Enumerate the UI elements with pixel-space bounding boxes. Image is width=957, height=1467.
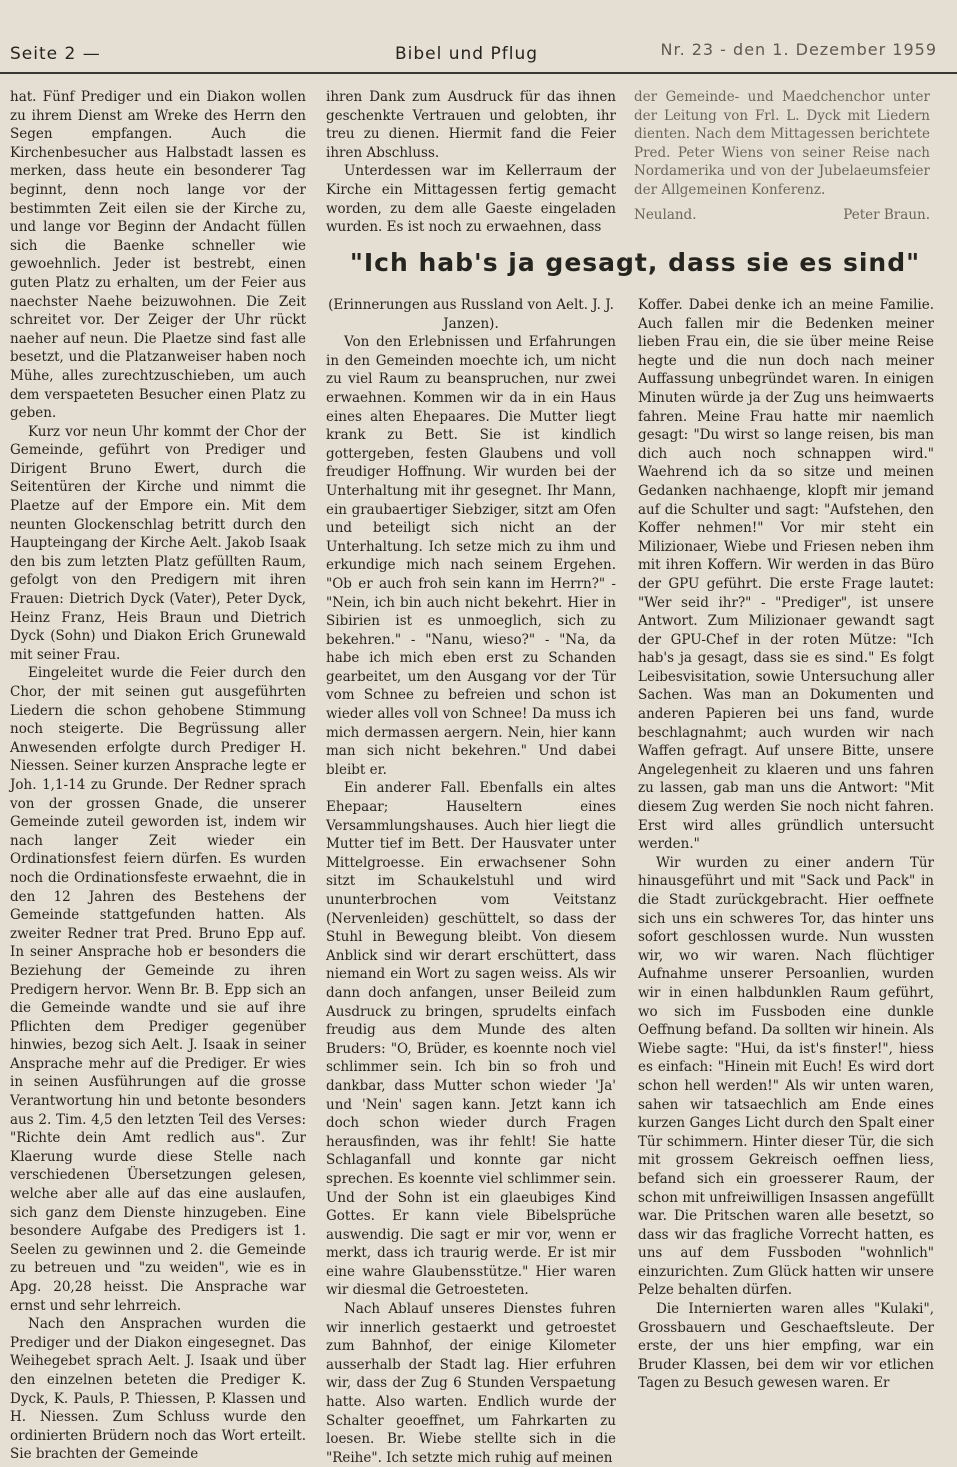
paragraph: Ein anderer Fall. Ebenfalls ein altes Ehepaar; Hauseltern eines Versammlungshauses. Auch hier liegt die Mutter tief im Bett. Der Hausvater unter Mittelgroesse. Ein erwachsener Sohn sitzt im Schaukelstuhl und wird ununterbrochen vom Veitstanz (Nervenleiden) geschüttelt, so dass der Stuhl in Bewegung bleibt. Von diesem Anblick sind wir derart erschüttert, dass niemand ein Wort zu sagen weiss. Als wir dann doch anfangen, unser Beileid zum Ausdruck zu bringen, sprudelts einfach freudig aus dem Munde des alten Bruders: "O, Brüder, es koennte noch viel schlimmer sein. Ich bin so froh und dankbar, dass Mutter schon wieder 'Ja' und 'Nein' sagen kann. Jetzt kann ich doch schon wieder durch Fragen herausfinden, was ihr fehlt! Sie hatte Schlaganfall und konnte gar nicht sprechen. Es koennte viel schlimmer sein. Und der Sohn ist ein glaeubiges Kind Gottes. Er kann viele Bibelsprüche auswendig. Die sagt er mir vor, wenn er merkt, dass ich traurig werde. Er ist mir eine wahre Glaubensstütze." Hier waren wir diesmal die Getroesteten. — [326, 780, 616, 1299]
article-column-right — [638, 296, 934, 1394]
publication-title: Bibel und Pflug — [395, 44, 539, 64]
article-subtitle: (Erinnerungen aus Russland von Aelt. J. J. Janzen). — [328, 297, 614, 332]
column-right-top — [634, 88, 930, 238]
column-middle-top — [326, 88, 616, 238]
place-name: Neuland. — [634, 206, 697, 223]
paragraph: Koffer. Dabei denke ich an meine Familie. Auch fallen mir die Bedenken meiner lieben Frau ein, die sie über meine Reise hegte und die nun doch nach meiner Auffassung unbegründet waren. In einigen Minuten würde ja der Zug uns heimwaerts fahren. Meine Frau hatte mir naemlich gesagt: "Du wirst so lange reisen, bis man dich auch noch schnappen wird." Waehrend ich da so sitze und meinen Gedanken nachhaenge, klopft mir jemand auf die Schulter und sagt: "Aufstehen, den Koffer nehmen!" Vor mir steht ein Milizionaer, Wiebe und Friesen neben ihm mit ihren Koffern. Wir werden in das Büro der GPU geführt. Die erste Frage lautet: "Wer seid ihr?" - "Prediger", ist unsere Antwort. Zum Milizionaer gewandt sagt der GPU-Chef in der roten Mütze: "Ich hab's ja gesagt, dass sie es sind." Es folgt Leibesvisitation, sowie Untersuchung aller Sachen. Was man an Dokumenten und anderen Papieren bei uns fand, wurde beschlagnahmt; auch wurden wir nach Waffen gefragt. Auf unsere Bitte, unsere Angelegenheit zu klaeren und uns fahren zu lassen, gab man uns die Antwort: "Mit diesem Zug werden Sie noch nicht fahren. Erst wird alles gründlich untersucht werden." — [638, 297, 934, 853]
paragraph: hat. Fünf Prediger und ein Diakon wollen zu ihrem Dienst am Wreke des Herrn den Segen empfangen. Auch die Kirchenbesucher aus Halbstadt lassen es merken, dass heute ein besonderer Tag beginnt, denn noch lange vor der bestimmten Zeit eilen sie der Kirche zu, und lange vor Beginn der Andacht füllen sich die Baenke schneller wie gewoehnlich. Jeder ist bestrebt, einen guten Platz zu erhalten, um der Feier aus naechster Naehe beizuwohnen. Die Zeit schreitet vor. Der Zeiger der Uhr rückt naeher auf neun. Die Plaetze sind fast alle besetzt, und die Platzanweiser haben noch Mühe, alles zurechtzuschieben, um auch dem verspaeteten Besucher einen Platz zu geben. — [10, 89, 306, 422]
paragraph: Die Internierten waren alles "Kulaki", Grossbauern und Geschaeftsleute. Der erste, der uns hier empfing, war ein Bruder Klassen, bei dem wir vor etlichen Tagen zu Besuch gewesen waren. Er — [638, 1301, 934, 1392]
page-number: Seite 2 — — [10, 44, 101, 64]
signature-line — [634, 206, 930, 225]
article-column-middle — [326, 296, 616, 1466]
paragraph: Nach Ablauf unseres Dienstes fuhren wir innerlich gestaerkt und getroestet zum Bahnhof, der einige Kilometer ausserhalb der Stadt lag. Hier erfuhren wir, dass der Zug 6 Stunden Verspaetung hatte. Also warten. Endlich wurde der Schalter geoeffnet, um Fahrkarten zu loesen. Br. Wiebe stellte sich in die "Reihe". Ich setzte mich ruhig auf meinen — [326, 1301, 616, 1466]
page-header — [0, 0, 957, 68]
column-left — [10, 88, 306, 1463]
issue-date: Nr. 23 - den 1. Dezember 1959 — [660, 40, 937, 59]
paragraph: der Gemeinde- und Maedchenchor unter der Leitung von Frl. L. Dyck mit Liedern dienten. Nach dem Mittagessen berichtete Pred. Peter Wiens von seiner Reise nach Nordamerika und von der Jubelaeumsfeier der Allgemeinen Konferenz. — [634, 89, 930, 198]
article-headline: "Ich hab's ja gesagt, dass sie es sind" — [349, 248, 921, 277]
paragraph: ihren Dank zum Ausdruck für das ihnen geschenkte Vertrauen und gelobten, ihr treu zu dienen. Hiermit fand die Feier ihren Abschluss. — [326, 89, 616, 161]
paragraph: Eingeleitet wurde die Feier durch den Chor, der mit seinen gut ausgeführten Liedern die schon gehobene Stimmung noch steigerte. Die Begrüssung aller Anwesenden erfolgte durch Prediger H. Niessen. Seiner kurzen Ansprache legte er Joh. 1,1-14 zu Grunde. Der Redner sprach von der grossen Gnade, die unserer Gemeinde zuteil geworden ist, indem wir nach langer Zeit wieder ein Ordinationsfest feiern dürfen. Es wurden noch die Ordinationsfeste erwaehnt, die in den 12 Jahren des Bestehens der Gemeinde stattgefunden hatten. Als zweiter Redner trat Pred. Bruno Epp auf. In seiner Ansprache hob er besonders die Beziehung der Gemeinde zu ihren Predigern hervor. Wenn Br. B. Epp sich an die Gemeinde wandte und sie auf ihre Pflichten dem Prediger gegenüber hinwies, bezog sich Aelt. J. Isaak in seiner Ansprache mehr auf die Prediger. Er wies in seinen Ausführungen auf die grosse Verantwortung hin und betonte besonders aus 2. Tim. 4,5 den letzten Teil des Verses: "Richte dein Amt redlich aus". Zur Klaerung wurde diese Stelle nach verschiedenen Übersetzungen gelesen, welche aber alle auf das eine auslaufen, sich ganz dem Dienste hinzugeben. Eine besondere Aufgabe des Predigers ist 1. Seelen zu gewinnen und 2. die Gemeinde zu betreuen und "zu weiden", wie es in Apg. 20,28 heisst. Die Ansprache war ernst und sehr lehrreich. — [10, 665, 306, 1314]
header-rule — [0, 72, 957, 74]
paragraph: Unterdessen war im Kellerraum der Kirche ein Mittagessen fertig gemacht worden, zu dem alle Gaeste eingeladen wurden. Es ist noch zu erwaehnen, dass — [326, 163, 616, 236]
author-name: Peter Braun. — [843, 206, 930, 223]
paragraph: Wir wurden zu einer andern Tür hinausgeführt und mit "Sack und Pack" in die Stadt zurückgebracht. Hier oeffnete sich uns ein schweres Tor, das hinter uns sofort geschlossen wurde. Nun wussten wir, wo wir waren. Nach flüchtiger Aufnahme unserer Persoanlien, wurden wir in einen halbdunklen Raum geführt, wo sich im Fussboden eine dunkle Oeffnung befand. Da sollten wir hinein. Als Wiebe sagte: "Hui, da ist's finster!", hiess es einfach: "Hinein mit Euch! Es wird dort schon hell werden!" Als wir unten waren, sahen wir tatsaechlich am Ende eines kurzen Ganges Licht durch den Spalt einer Tür schimmern. Hinter dieser Tür, die sich mit grossem Gekreisch oeffnen liess, befand sich ein groesserer Raum, der schon mit unfreiwilligen Insassen angefüllt war. Die Pritschen waren alle besetzt, so dass wir das fragliche Vorrecht hatten, es uns auf dem Fussboden "wohnlich" einzurichten. Zum Glück hatten wir unsere Pelze behalten dürfen. — [638, 854, 934, 1299]
paragraph: Kurz vor neun Uhr kommt der Chor der Gemeinde, geführt von Prediger und Dirigent Bruno Ewert, durch die Seitentüren der Kirche und nimmt die Plaetze auf der Empore ein. Mit dem neunten Glockenschlag betritt durch den Haupteingang der Kirche Aelt. Jakob Isaak den bis zum letzten Platz gefüllten Raum, gefolgt von den Predigern mit ihren Frauen: Dietrich Dyck (Vater), Peter Dyck, Heinz Franz, Heis Braun und Dietrich Dyck (Sohn) und Diakon Erich Grunewald mit seiner Frau. — [10, 423, 306, 663]
paragraph: Nach den Ansprachen wurden die Prediger und der Diakon eingesegnet. Das Weihegebet sprach Aelt. J. Isaak und über den einzelnen beteten die Prediger K. Dyck, K. Pauls, P. Thiessen, P. Klassen und H. Niessen. Zum Schluss wurde den ordinierten Brüdern noch das Wort erteilt. Sie brachten der Gemeinde — [10, 1316, 306, 1463]
paragraph: Von den Erlebnissen und Erfahrungen in den Gemeinden moechte ich, um nicht zu viel Raum zu beanspruchen, nur zwei erwaehnen. Kommen wir da in ein Haus eines alten Ehepaares. Die Mutter liegt krank zu Bett. Sie ist kindlich gottergeben, festen Glaubens und voll freudiger Hoffnung. Wir wurden bei der Unterhaltung mit ihr gesegnet. Ihr Mann, ein graubaertiger Siebziger, sitzt am Ofen und beteiligt sich nicht an der Unterhaltung. Ich setze mich zu ihm und erkundige mich nach seinem Ergehen. "Ob er auch froh sein kann im Herrn?" - "Nein, ich bin auch nicht bekehrt. Hier in Sibirien ist es unmoeglich, sich zu bekehren." - "Nanu, wieso?" - "Na, da habe ich mich eben erst zu Schanden gearbeitet, um den Ausgang vor der Tür vom Schnee zu befreien und schon ist wieder alles voll von Schnee! Da muss ich mich dermassen aergern. Nein, hier kann man sich nicht bekehren." Und dabei bleibt er. — [326, 334, 616, 778]
